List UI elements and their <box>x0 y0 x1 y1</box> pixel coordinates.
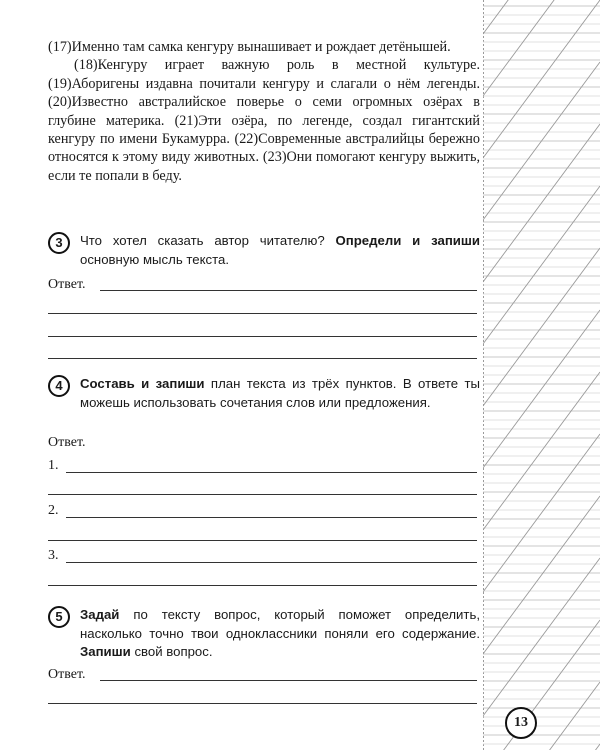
task-5-text-bold-1: Задай <box>80 607 120 622</box>
task-5-answer-line-2[interactable] <box>48 703 477 704</box>
margin-slant-line <box>483 186 600 344</box>
task-3-text-rest: основную мысль текста. <box>80 251 229 267</box>
task-3-answer-line-4[interactable] <box>48 358 477 359</box>
task-4-instruction <box>80 375 480 412</box>
task-4-text-bold: Составь и запиши <box>80 376 205 391</box>
margin-guide-lines <box>483 0 600 750</box>
plan-item-2-label: 2. <box>48 503 59 518</box>
task-3-answer-line-3[interactable] <box>48 336 477 337</box>
margin-slant-line <box>483 248 600 406</box>
margin-slant-line <box>483 744 600 750</box>
task-3-answer-line-2[interactable] <box>48 313 477 314</box>
task-5-text-bold-2: Запиши <box>80 644 131 659</box>
task-5-number: 5 <box>48 606 70 628</box>
plan-item-1-line[interactable] <box>66 472 477 473</box>
margin-slant-line <box>483 0 600 96</box>
task-5-text-rest: свой вопрос. <box>130 644 213 659</box>
plan-item-1-label: 1. <box>48 458 59 473</box>
task-5-answer-line-1[interactable] <box>100 680 477 681</box>
task-3-answer-line-1[interactable] <box>100 290 477 291</box>
task-5 <box>48 606 480 662</box>
plan-item-2-line-2[interactable] <box>48 540 477 541</box>
task-3-answer-label: Ответ. <box>48 277 86 292</box>
plan-item-3-label: 3. <box>48 548 59 563</box>
task-4-text-rest: план текста из трёх пунктов. В ответе ты можешь использовать сочетания слов или предложения. <box>80 376 480 410</box>
margin-slant-line <box>483 496 600 654</box>
task-4-answer-label: Ответ. <box>48 435 86 450</box>
task-3-text-plain: Что хотел сказать автор читателю? <box>80 233 336 248</box>
task-5-text-mid: по тексту вопрос, который поможет определить, насколько точно твои одноклассники поняли его содержание. <box>80 607 480 641</box>
task-4 <box>48 375 480 412</box>
margin-slant-line <box>483 620 600 750</box>
plan-item-1-line-2[interactable] <box>48 494 477 495</box>
margin-slant-line <box>483 310 600 468</box>
task-3 <box>48 232 480 269</box>
reading-passage <box>48 38 480 185</box>
plan-item-3-line[interactable] <box>66 562 477 563</box>
page-number: 13 <box>505 707 537 739</box>
margin-guide-area <box>483 0 600 750</box>
passage-paragraph-1: (17)Именно там самка кенгуру вынашивает и рождает детёнышей. <box>48 39 451 55</box>
task-5-instruction <box>80 606 480 662</box>
plan-item-2-line[interactable] <box>66 517 477 518</box>
task-4-number: 4 <box>48 375 70 397</box>
task-3-instruction <box>80 232 480 269</box>
task-3-number: 3 <box>48 232 70 254</box>
margin-slant-line <box>483 434 600 592</box>
task-5-answer-label: Ответ. <box>48 667 86 682</box>
margin-slant-line <box>483 372 600 530</box>
passage-paragraph-2: (18)Кенгуру играет важную роль в местной культуре. (19)Аборигены издавна почитали кенгуру и слагали о нём легенды. (20)Известно австралийское поверье о семи огромных озёрах в глубине материка. (21)Эти озёра, по легенде, создал гигантский кенгуру по имени Букамурра. (22)Современные австралийцы бережно относятся к этому виду животных. (23)Они помогают кенгуру выжить, если те попали в беду. <box>48 57 480 184</box>
plan-item-3-line-2[interactable] <box>48 585 477 586</box>
task-3-text-bold: Определи и запиши <box>335 233 481 248</box>
